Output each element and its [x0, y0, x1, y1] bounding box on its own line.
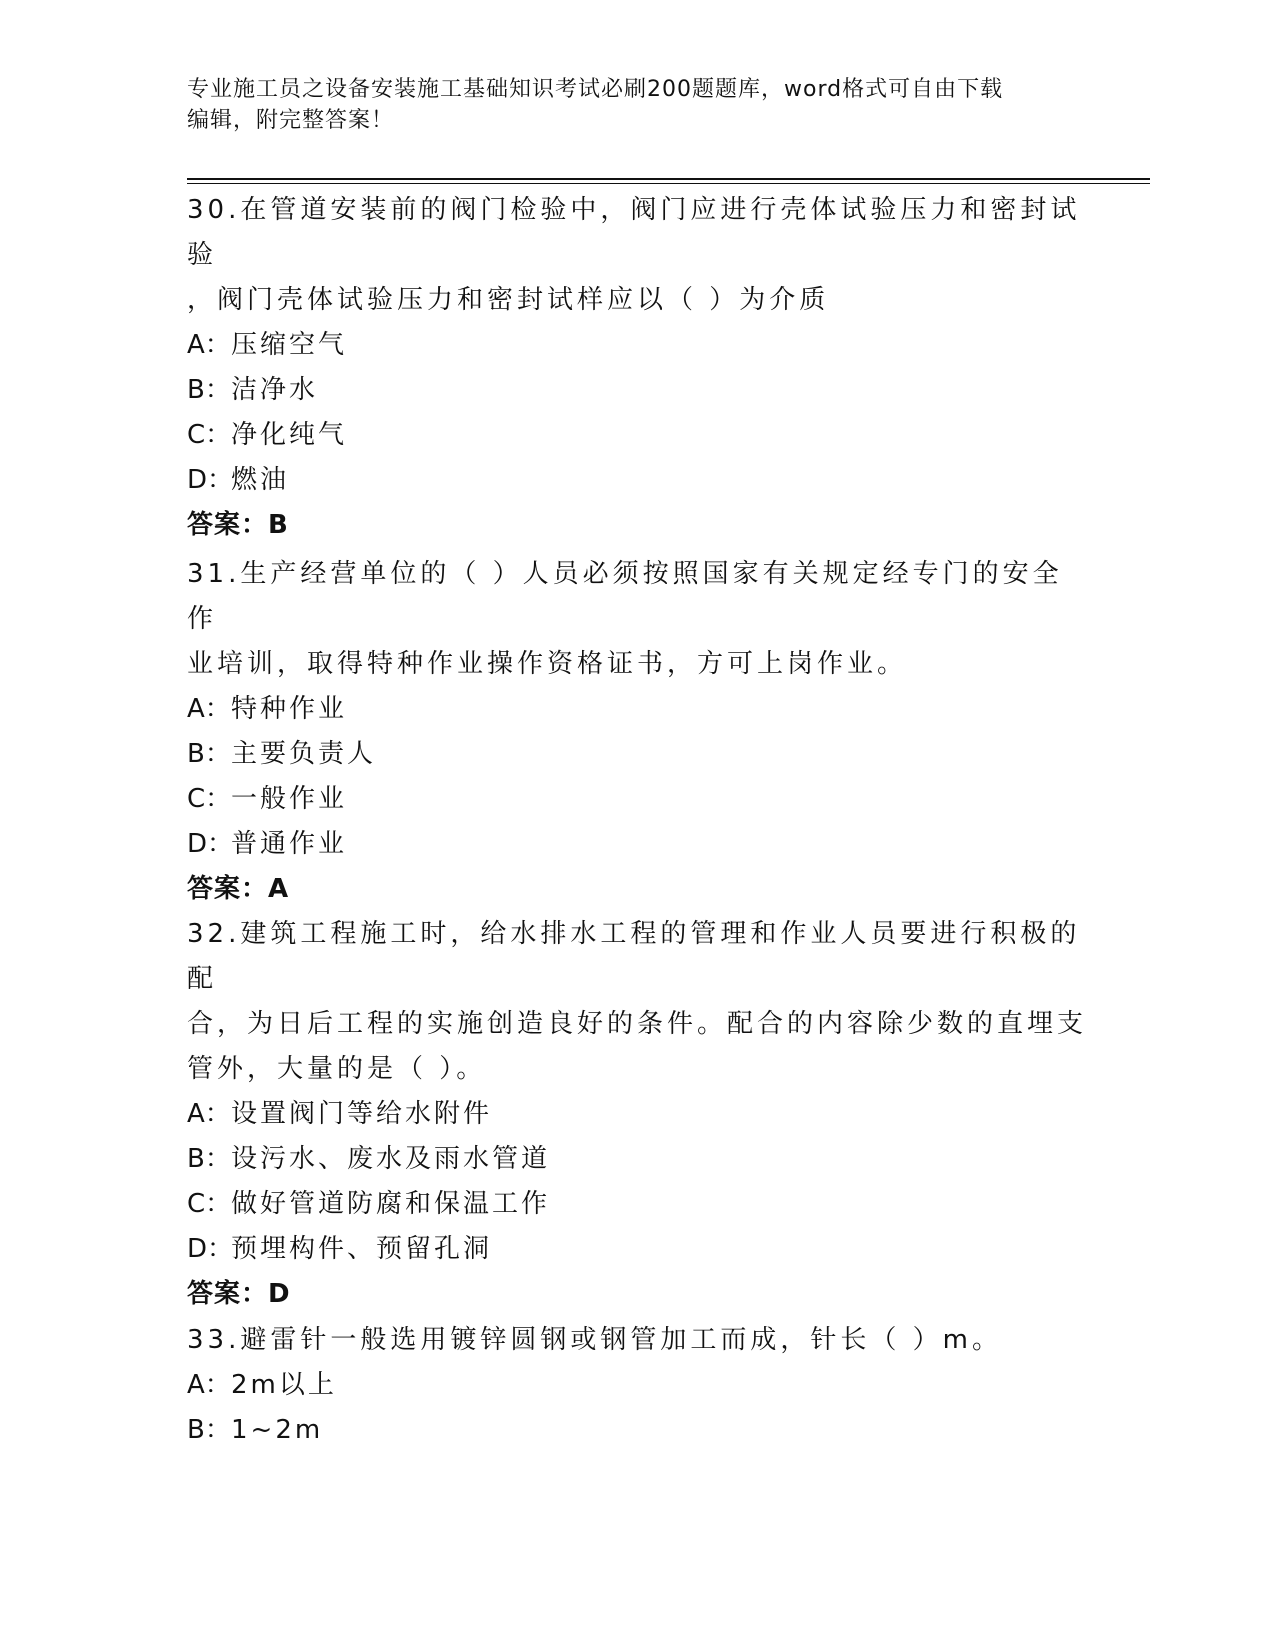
option-text: 2m以上: [231, 1370, 337, 1400]
option-b: [187, 732, 1087, 777]
option-key: D：: [187, 465, 234, 495]
option-key: C：: [187, 784, 232, 814]
header-line-1: 专业施工员之设备安装施工基础知识考试必刷200题题库，word格式可自由下载: [187, 77, 1004, 102]
option-text: 设污水、废水及雨水管道: [231, 1144, 551, 1174]
option-text: 普通作业: [231, 829, 348, 859]
option-d: [187, 1227, 1087, 1272]
option-b: [187, 368, 1087, 413]
option-c: [187, 413, 1087, 458]
header-divider-thick: [187, 178, 1150, 180]
option-text: 净化纯气: [231, 420, 348, 450]
option-key: D：: [187, 1234, 234, 1264]
option-c: [187, 1182, 1087, 1227]
option-text: 主要负责人: [231, 739, 377, 769]
question-stem-line: 业培训，取得特种作业操作资格证书，方可上岗作业。: [187, 649, 908, 679]
option-b: [187, 1408, 1087, 1453]
option-text: 一般作业: [231, 784, 348, 814]
option-a: [187, 323, 1087, 368]
question-stem-line: 31.生产经营单位的（ ）人员必须按照国家有关规定经专门的安全作: [187, 559, 1063, 634]
question-33: [187, 1318, 1087, 1453]
option-key: B：: [187, 1144, 231, 1174]
option-text: 洁净水: [231, 375, 319, 405]
option-d: [187, 458, 1087, 503]
option-text: 燃油: [231, 465, 290, 495]
option-text: 压缩空气: [231, 330, 348, 360]
option-text: 预埋构件、预留孔洞: [231, 1234, 493, 1264]
option-key: C：: [187, 420, 232, 450]
question-stem-line: ，阀门壳体试验压力和密封试样应以（ ）为介质: [187, 285, 830, 315]
answer-line: 答案：D: [187, 1279, 291, 1309]
question-32: [187, 912, 1087, 1317]
option-d: [187, 822, 1087, 867]
option-key: B：: [187, 375, 231, 405]
option-key: A：: [187, 1099, 231, 1129]
option-text: 1~2m: [231, 1415, 324, 1445]
option-text: 设置阀门等给水附件: [231, 1099, 493, 1129]
option-b: [187, 1137, 1087, 1182]
option-key: C：: [187, 1189, 232, 1219]
option-a: [187, 687, 1087, 732]
question-stem-line: 30.在管道安装前的阀门检验中，阀门应进行壳体试验压力和密封试验: [187, 195, 1081, 270]
answer-line: 答案：A: [187, 874, 290, 904]
option-key: D：: [187, 829, 234, 859]
option-text: 特种作业: [231, 694, 348, 724]
question-stem-line: 33.避雷针一般选用镀锌圆钢或钢管加工而成，针长（ ）m。: [187, 1325, 1002, 1355]
document-header: [187, 74, 1087, 136]
question-stem-line: 32.建筑工程施工时，给水排水工程的管理和作业人员要进行积极的配: [187, 919, 1081, 994]
question-31: [187, 552, 1087, 912]
option-key: B：: [187, 739, 231, 769]
option-key: A：: [187, 694, 231, 724]
question-30: [187, 188, 1087, 548]
option-a: [187, 1092, 1087, 1137]
option-text: 做好管道防腐和保温工作: [231, 1189, 551, 1219]
option-c: [187, 777, 1087, 822]
option-key: A：: [187, 1370, 231, 1400]
question-stem-line: 合，为日后工程的实施创造良好的条件。配合的内容除少数的直埋支: [187, 1009, 1088, 1039]
option-a: [187, 1363, 1087, 1408]
question-stem-line: 管外，大量的是（ ）。: [187, 1054, 487, 1084]
option-key: A：: [187, 330, 231, 360]
option-key: B：: [187, 1415, 231, 1445]
header-line-2: 编辑，附完整答案！: [187, 108, 395, 133]
header-divider-thin: [187, 183, 1150, 184]
answer-line: 答案：B: [187, 510, 289, 540]
